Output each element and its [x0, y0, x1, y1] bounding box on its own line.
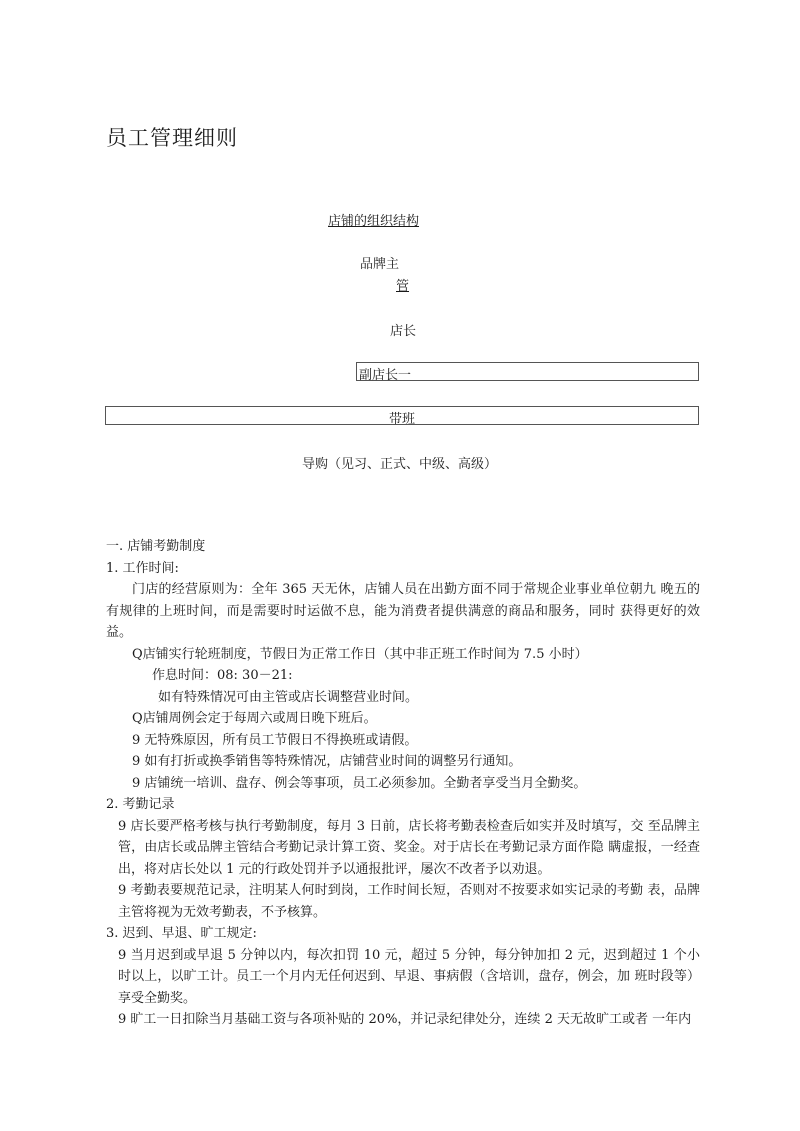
- item-1-bullet-5: 9 店铺统一培训、盘存、例会等事项，员工必须参加。全勤者享受当月全勤奖。: [132, 775, 587, 791]
- org-shift-leader: 带班: [389, 412, 416, 427]
- org-brand-manager-line1: 品牌主: [360, 257, 400, 272]
- item-1-bullet-3: 9 无特殊原因，所有员工节假日不得换班或请假。: [132, 732, 418, 748]
- org-shift-leader-box: [105, 406, 699, 425]
- org-shopping-guide: 导购（见习、正式、中级、高级）: [302, 457, 498, 472]
- section-1-title: 一. 店铺考勤制度: [106, 539, 206, 554]
- item-1-hours: 作息时间：08: 30－21:: [152, 668, 293, 683]
- item-1-bullet-2: Q店铺周例会定于每周六或周日晚下班后。: [132, 711, 377, 726]
- org-deputy-manager: 副店长一: [359, 368, 412, 383]
- item-1-paragraph: 门店的经营原则为：全年 365 天无休，店铺人员在出勤方面不同于常规企业事业单位朝九 晚五的有规律的上班时间，而是需要时时运做不息，能为消费者提供满意的商品和服务，同时 获得更好的效益。: [106, 582, 700, 640]
- org-store-manager: 店长: [390, 324, 417, 339]
- document-body: [106, 536, 700, 1031]
- item-2-paragraph-2: 9 考勤表要规范记录，注明某人何时到岗，工作时间长短，否则对不按要求如实记录的考勤 表，品牌主管将视为无效考勤表，不予核算。: [118, 883, 700, 920]
- item-2-title: 2. 考勤记录: [106, 797, 175, 812]
- org-chart-heading: 店铺的组织结构: [328, 214, 420, 229]
- item-1-bullet-4: 9 如有打折或换季销售等特殊情况，店铺营业时间的调整另行通知。: [132, 754, 522, 769]
- item-3-paragraph-1: 9 当月迟到或早退 5 分钟以内，每次扣罚 10 元，超过 5 分钟，每分钟加扣 2 元，迟到超过 1 个小时以上，以旷工计。员工一个月内无任何迟到、早退、事病假（含培训，盘存，例会，加 班时段等）享受全勤奖。: [118, 947, 700, 1006]
- org-brand-manager-line2: 管: [396, 279, 410, 294]
- page-title: 员工管理细则: [106, 126, 238, 150]
- org-deputy-manager-box: [356, 362, 699, 381]
- item-1-hours-note: 如有特殊情况可由主管或店长调整营业时间。: [158, 689, 419, 705]
- item-1-bullet-1: Q店铺实行轮班制度，节假日为正常工作日（其中非正班工作时间为 7.5 小时）: [132, 646, 588, 662]
- item-2-paragraph-1: 9 店长要严格考核与执行考勤制度，每月 3 日前，店长将考勤表检查后如实并及时填写，交 至品牌主管，由店长或品牌主管结合考勤记录计算工资、奖金。对于店长在考勤记录方面作隐 瞒虚报，一经查出，将对店长处以 1 元的行政处罚并予以通报批评，屡次不改者予以劝退。: [118, 818, 700, 877]
- item-3-paragraph-2: 9 旷工一日扣除当月基础工资与各项补贴的 20%，并记录纪律处分，连续 2 天无故旷工或者 一年内: [118, 1012, 692, 1027]
- item-1-title: 1. 工作时间:: [106, 560, 179, 576]
- item-3-title: 3. 迟到、早退、旷工规定:: [106, 926, 257, 941]
